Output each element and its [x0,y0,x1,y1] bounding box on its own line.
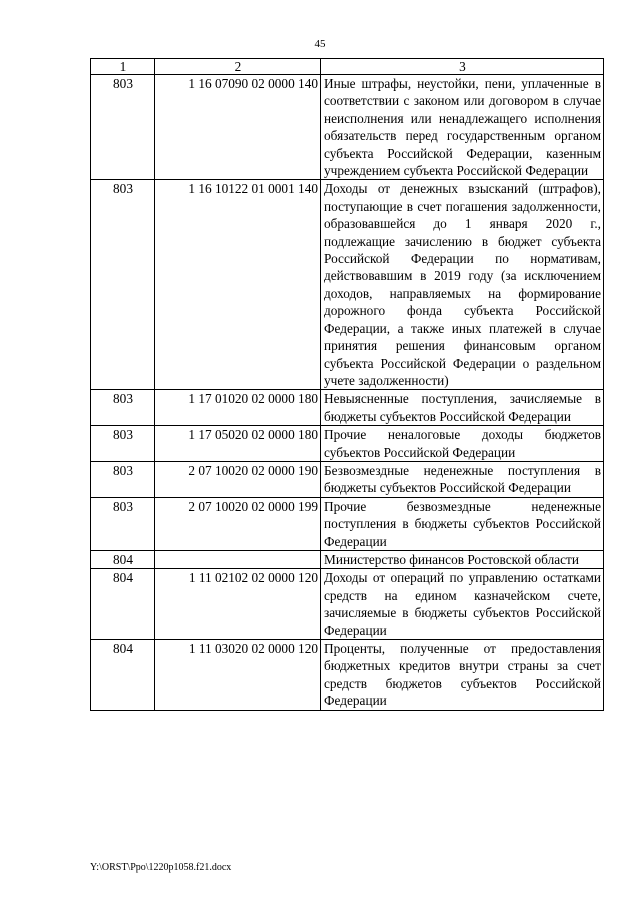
budget-code-cell: 1 17 01020 02 0000 180 [155,390,321,426]
column-header-3: 3 [321,59,604,75]
column-header-2: 2 [155,59,321,75]
admin-code-cell: 803 [91,461,155,497]
budget-code-cell: 1 11 03020 02 0000 120 [155,640,321,711]
income-name-cell: Прочие безвозмездные неденежные поступления в бюджеты субъектов Российской Федерации [321,497,604,550]
income-name-cell: Прочие неналоговые доходы бюджетов субъектов Российской Федерации [321,426,604,462]
document-file-path: Y:\ORST\Ppo\1220p1058.f21.docx [90,862,232,873]
admin-code-cell: 804 [91,640,155,711]
admin-code-cell: 803 [91,75,155,180]
budget-code-cell: 1 16 07090 02 0000 140 [155,75,321,180]
admin-code-cell: 803 [91,426,155,462]
table-row [91,180,604,390]
page-number: 45 [314,38,326,50]
table-row [91,426,604,462]
income-name-cell: Проценты, полученные от предоставления бюджетных кредитов внутри страны за счет средств бюджетов субъектов Российской Федерации [321,640,604,711]
income-name-cell: Доходы от денежных взысканий (штрафов), поступающие в счет погашения задолженности, образовавшейся до 1 января 2020 г., подлежащие зачислению в бюджет субъекта Российской Федерации по нормативам, действовавшим в 2019 году (за исключением доходов, направляемых на формирование дорожного фонда субъекта Российской Федерации, а также иных платежей в случае принятия решения финансовым органом субъекта Российской Федерации о раздельном учете задолженности) [321,180,604,390]
table-row [91,75,604,180]
admin-code-cell: 803 [91,497,155,550]
income-name-cell: Министерство финансов Ростовской области [321,550,604,568]
admin-code-cell: 804 [91,550,155,568]
budget-code-cell: 1 16 10122 01 0001 140 [155,180,321,390]
table-row [91,640,604,711]
table-header-row [91,59,604,75]
income-name-cell: Безвозмездные неденежные поступления в бюджеты субъектов Российской Федерации [321,461,604,497]
budget-classification-table [90,58,604,711]
budget-code-cell: 2 07 10020 02 0000 199 [155,497,321,550]
admin-code-cell: 804 [91,569,155,640]
income-name-cell: Невыясненные поступления, зачисляемые в бюджеты субъектов Российской Федерации [321,390,604,426]
admin-code-cell: 803 [91,180,155,390]
admin-code-cell: 803 [91,390,155,426]
table-row [91,390,604,426]
column-header-1: 1 [91,59,155,75]
table-row [91,497,604,550]
budget-code-cell: 1 11 02102 02 0000 120 [155,569,321,640]
table-row [91,550,604,568]
table-row [91,569,604,640]
budget-code-cell: 2 07 10020 02 0000 190 [155,461,321,497]
table-row [91,461,604,497]
income-name-cell: Иные штрафы, неустойки, пени, уплаченные в соответствии с законом или договором в случае неисполнения или ненадлежащего исполнения обязательств перед государственным органом субъекта Российской Федерации, казенным учреждением субъекта Российской Федерации [321,75,604,180]
budget-code-cell: 1 17 05020 02 0000 180 [155,426,321,462]
income-name-cell: Доходы от операций по управлению остатками средств на едином казначейском счете, зачисляемые в бюджеты субъектов Российской Федерации [321,569,604,640]
budget-code-cell [155,550,321,568]
